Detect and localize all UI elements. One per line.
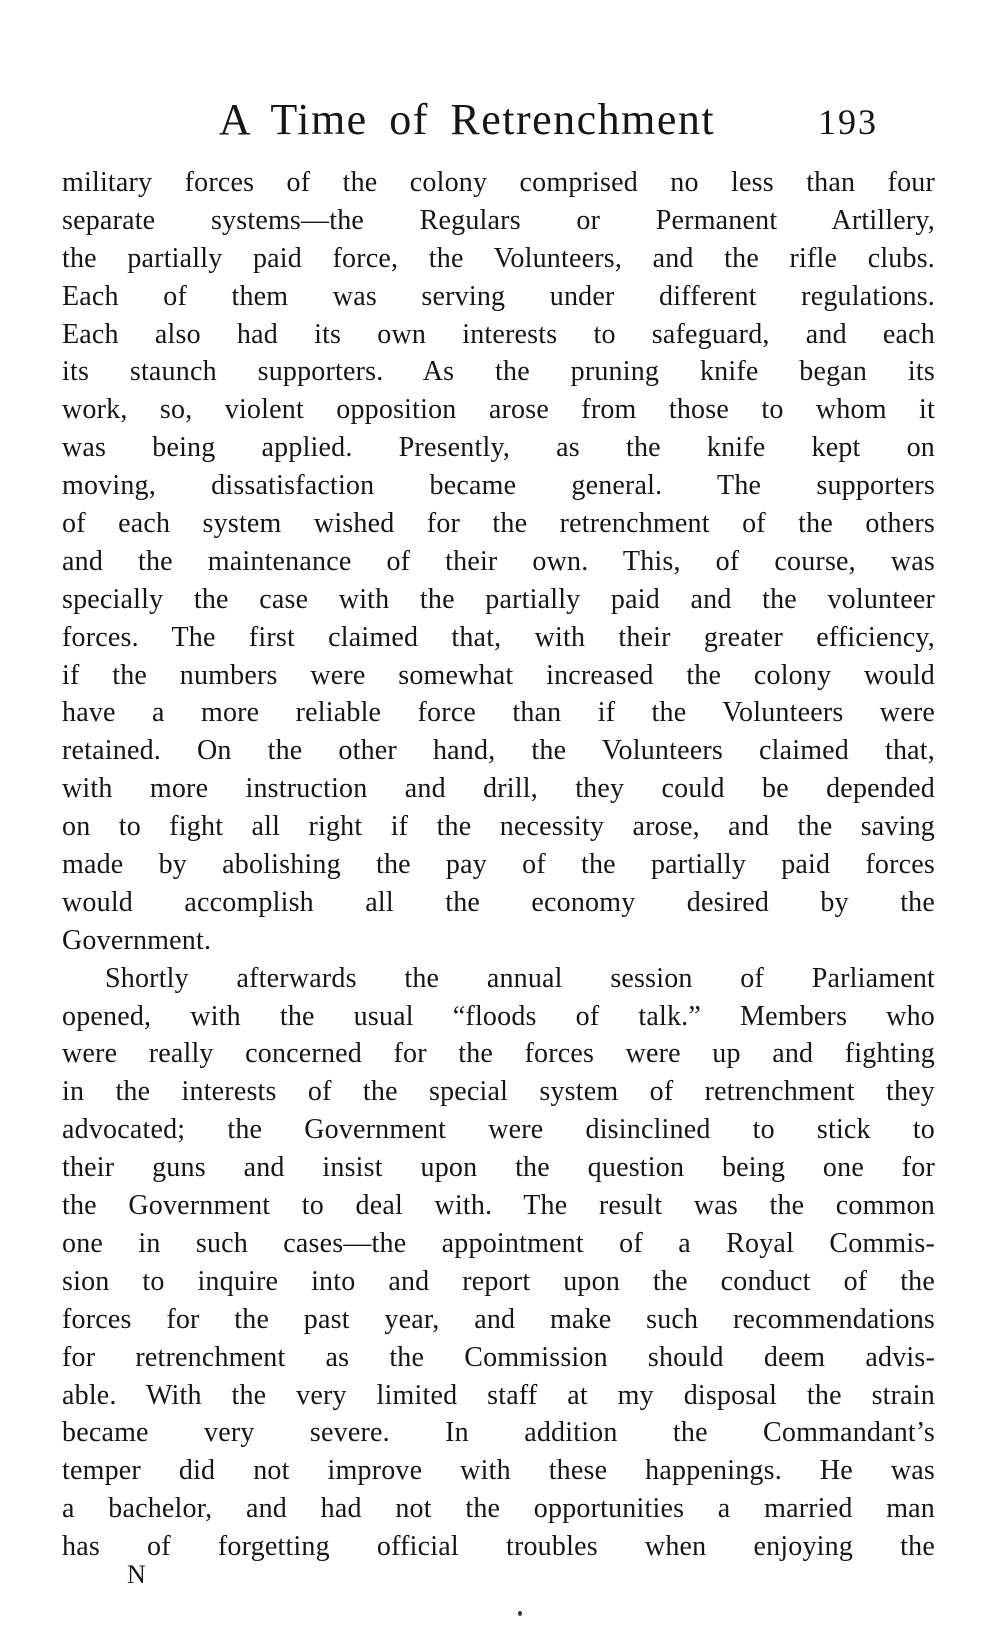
text-line: specially the case with the partially paid and the volunteer bbox=[62, 583, 935, 615]
chapter-title: A Time of Retrenchment bbox=[218, 95, 716, 144]
text-line: a bachelor, and had not the opportunities a married man bbox=[62, 1493, 935, 1525]
text-line: have a more reliable force than if the Volunteers were bbox=[62, 697, 935, 729]
text-line: if the numbers were somewhat increased the colony would bbox=[62, 659, 935, 691]
text-line: and the maintenance of their own. This, of course, was bbox=[62, 545, 935, 577]
text-line: on to fight all right if the necessity arose, and the saving bbox=[62, 811, 935, 843]
text-line: one in such cases—the appointment of a Royal Commis- bbox=[62, 1227, 935, 1259]
text-line: has of forgetting official troubles when enjoying the bbox=[62, 1531, 935, 1563]
text-line: were really concerned for the forces were up and fighting bbox=[62, 1038, 935, 1070]
text-line: would accomplish all the economy desired by the bbox=[62, 886, 935, 918]
text-line: was being applied. Presently, as the knife kept on bbox=[62, 432, 935, 464]
text-line: became very severe. In addition the Commandant’s bbox=[62, 1417, 935, 1449]
text-line: with more instruction and drill, they could be depended bbox=[62, 773, 935, 805]
text-line: of each system wished for the retrenchment of the others bbox=[62, 508, 935, 540]
text-line: advocated; the Government were disinclined to stick to bbox=[62, 1114, 935, 1146]
body-text bbox=[62, 164, 935, 1566]
page-number: 193 bbox=[818, 102, 878, 142]
text-line: forces for the past year, and make such recommendations bbox=[62, 1303, 935, 1335]
ink-speck bbox=[518, 1611, 522, 1616]
text-line: forces. The first claimed that, with their greater efficiency, bbox=[62, 621, 935, 653]
text-line: sion to inquire into and report upon the conduct of the bbox=[62, 1265, 935, 1297]
text-line: the partially paid force, the Volunteers, and the rifle clubs. bbox=[62, 242, 935, 274]
text-line: Each of them was serving under different regulations. bbox=[62, 280, 935, 312]
text-line: in the interests of the special system of retrenchment they bbox=[62, 1076, 935, 1108]
text-line-paragraph-start: Shortly afterwards the annual session of Parliament bbox=[105, 962, 935, 994]
text-line: made by abolishing the pay of the partially paid forces bbox=[62, 849, 935, 881]
text-line: separate systems—the Regulars or Permanent Artillery, bbox=[62, 204, 935, 236]
text-line-paragraph-end: Government. bbox=[62, 924, 212, 956]
text-line: moving, dissatisfaction became general. The supporters bbox=[62, 470, 935, 502]
printer-signature: N bbox=[127, 1560, 147, 1589]
text-line: retained. On the other hand, the Volunteers claimed that, bbox=[62, 735, 935, 767]
text-line: opened, with the usual “floods of talk.” Members who bbox=[62, 1000, 935, 1032]
text-line: its staunch supporters. As the pruning knife began its bbox=[62, 356, 935, 388]
text-line: Each also had its own interests to safeguard, and each bbox=[62, 318, 935, 350]
text-line: their guns and insist upon the question being one for bbox=[62, 1152, 935, 1184]
text-line: military forces of the colony comprised no less than four bbox=[62, 167, 935, 198]
text-line: temper did not improve with these happenings. He was bbox=[62, 1455, 935, 1487]
text-line: for retrenchment as the Commission should deem advis- bbox=[62, 1341, 935, 1373]
text-line: work, so, violent opposition arose from those to whom it bbox=[62, 394, 935, 426]
text-line: able. With the very limited staff at my disposal the strain bbox=[62, 1379, 935, 1411]
text-line: the Government to deal with. The result was the common bbox=[62, 1190, 935, 1222]
page-header bbox=[0, 94, 1000, 144]
